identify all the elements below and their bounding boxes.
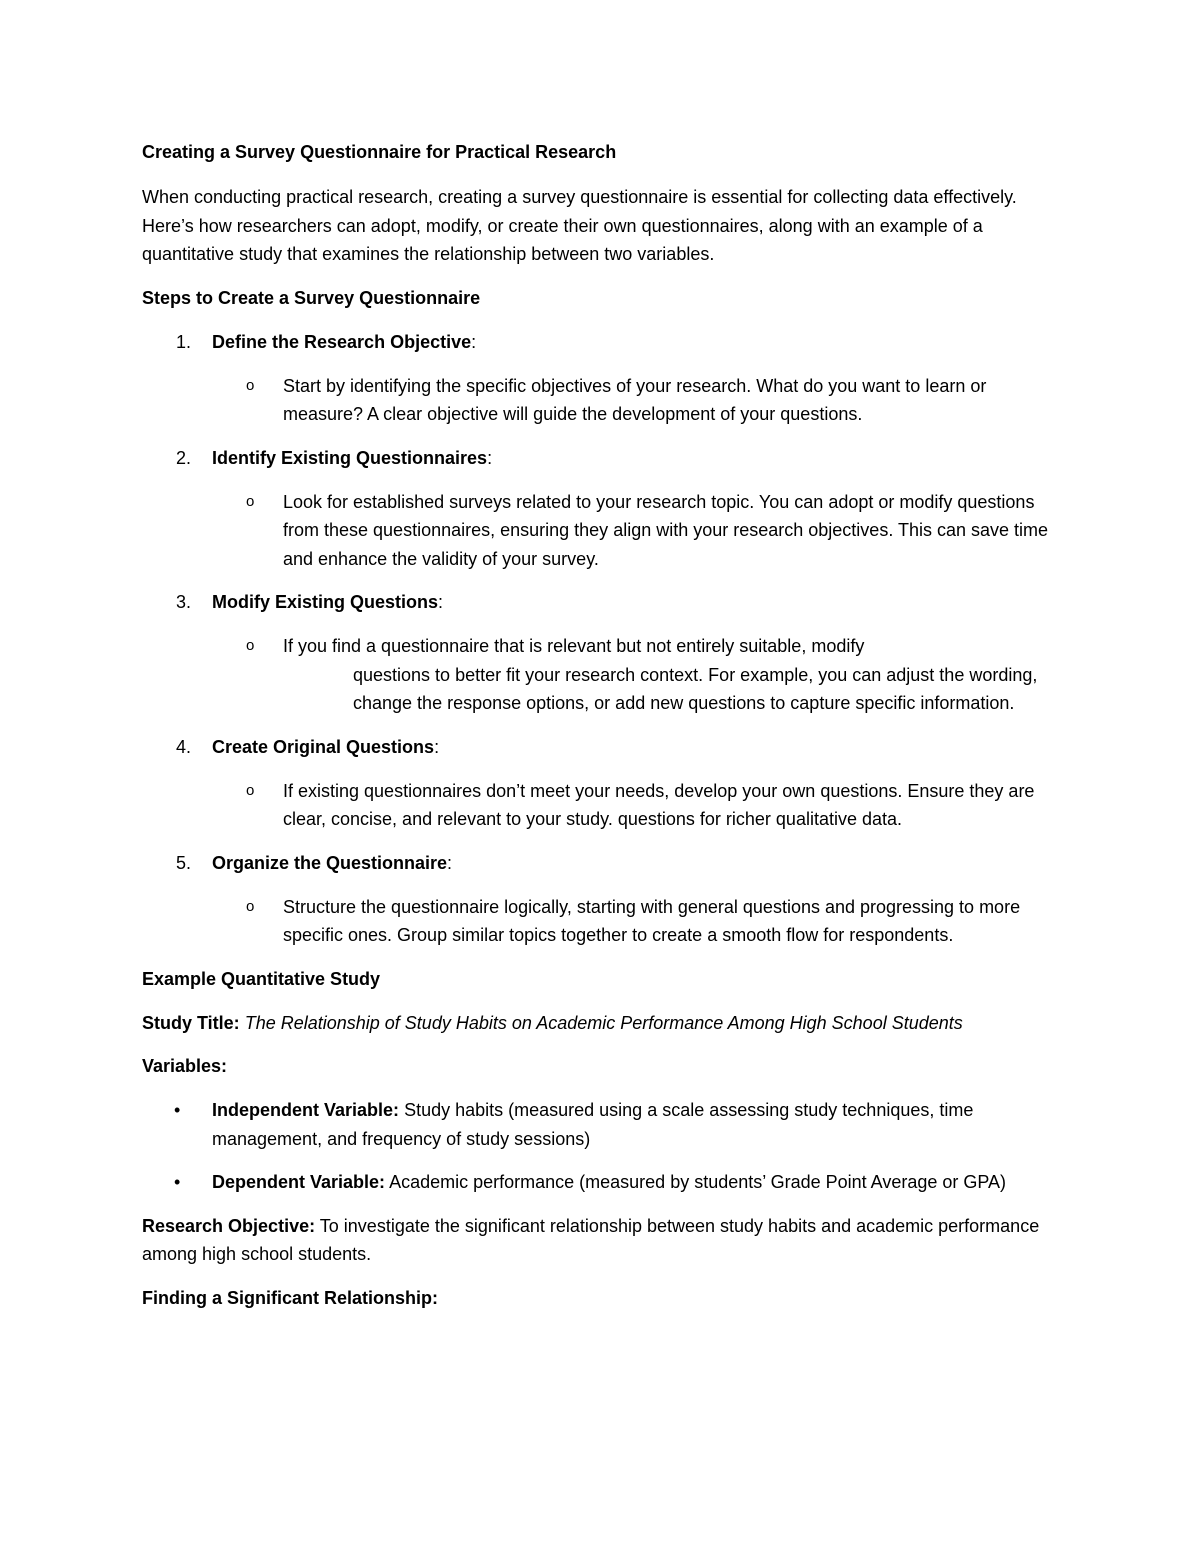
bullet-icon: • bbox=[174, 1100, 181, 1120]
step-number: 1. bbox=[176, 331, 192, 352]
step-header bbox=[142, 849, 1062, 878]
steps-heading: Steps to Create a Survey Questionnaire bbox=[142, 287, 481, 308]
intro-paragraph: When conducting practical research, creating a survey questionnaire is essential for collecting data effectively. Here’s how researchers can adopt, modify, or create their own questionnaires, along with an example of a quantitative study that examines the relationship between two variables. bbox=[142, 187, 1017, 264]
variable-item bbox=[142, 1168, 1062, 1197]
step-title: Define the Research Objective bbox=[212, 331, 472, 352]
step-detail-text-rest-inner: questions to better fit your research context. For example, you can adjust the wording, change the response options, or add new questions to capture specific information. bbox=[353, 664, 1038, 713]
step-title: Organize the Questionnaire bbox=[212, 852, 448, 873]
step-header bbox=[142, 588, 1062, 617]
step-number: 2. bbox=[176, 447, 192, 468]
study-title-label: Study Title: bbox=[142, 1012, 240, 1033]
finding-heading: Finding a Significant Relationship: bbox=[142, 1287, 438, 1308]
step-detail-text-first: If you find a questionnaire that is relevant but not entirely suitable, modify bbox=[283, 636, 865, 656]
step-colon: : bbox=[471, 331, 477, 352]
variable-text: Study habits (measured using a scale assessing study techniques, time management, and frequency of study sessions) bbox=[212, 1100, 974, 1149]
step-title: Modify Existing Questions bbox=[212, 592, 439, 612]
step-header bbox=[142, 733, 1062, 762]
step-colon: : bbox=[447, 852, 453, 873]
circle-bullet-icon: o bbox=[246, 781, 255, 799]
document-title: Creating a Survey Questionnaire for Practical Research bbox=[142, 142, 617, 162]
study-title-row bbox=[142, 1009, 1062, 1038]
variable-text: Academic performance (measured by students’ Grade Point Average or GPA) bbox=[389, 1172, 1007, 1192]
step-detail bbox=[142, 893, 1062, 950]
step-item bbox=[142, 588, 1062, 718]
variables-list bbox=[142, 1096, 1062, 1197]
step-header bbox=[142, 444, 1062, 473]
step-title: Create Original Questions bbox=[212, 736, 435, 757]
research-objective-text: To investigate the significant relationship between study habits and academic performance among high school students. bbox=[142, 1215, 1040, 1264]
step-detail-text: Start by identifying the specific objectives of your research. What do you want to learn or measure? A clear objective will guide the development of your questions. bbox=[283, 375, 987, 424]
step-detail-text: If existing questionnaires don’t meet your needs, develop your own questions. Ensure they are clear, concise, and relevant to your study. questions for richer qualitative data. bbox=[283, 780, 1035, 829]
step-detail-text: Structure the questionnaire logically, starting with general questions and progressing to more specific ones. Group similar topics together to create a smooth flow for respondents. bbox=[283, 896, 1021, 945]
step-title: Identify Existing Questionnaires bbox=[212, 447, 488, 468]
bullet-icon: • bbox=[174, 1172, 181, 1192]
step-item bbox=[142, 733, 1062, 834]
step-detail bbox=[142, 632, 1062, 718]
step-colon: : bbox=[487, 447, 493, 468]
document-body bbox=[142, 138, 1062, 1328]
step-colon: : bbox=[438, 592, 444, 612]
steps-list bbox=[142, 328, 1062, 950]
variables-label: Variables: bbox=[142, 1056, 228, 1076]
study-title-value: The Relationship of Study Habits on Academic Performance Among High School Students bbox=[244, 1012, 963, 1033]
circle-bullet-icon: o bbox=[246, 376, 255, 394]
step-item bbox=[142, 328, 1062, 429]
step-item bbox=[142, 444, 1062, 574]
step-detail-text: Look for established surveys related to your research topic. You can adopt or modify questions from these questionnaires, ensuring they align with your research objectives. This can save time and enhance the validity of your survey. bbox=[283, 491, 1049, 569]
step-number: 3. bbox=[176, 592, 192, 612]
variable-label: Independent Variable: bbox=[212, 1100, 400, 1120]
example-heading: Example Quantitative Study bbox=[142, 968, 381, 989]
circle-bullet-icon: o bbox=[246, 897, 255, 915]
step-number: 4. bbox=[176, 736, 192, 757]
step-colon: : bbox=[434, 736, 440, 757]
step-detail bbox=[142, 488, 1062, 574]
research-objective-row bbox=[142, 1212, 1062, 1269]
circle-bullet-icon: o bbox=[246, 492, 255, 510]
step-item bbox=[142, 849, 1062, 950]
circle-bullet-icon: o bbox=[246, 637, 255, 654]
step-detail-text-rest bbox=[283, 661, 1062, 718]
step-header bbox=[142, 328, 1062, 357]
step-detail bbox=[142, 777, 1062, 834]
variable-item bbox=[142, 1096, 1062, 1153]
variable-label: Dependent Variable: bbox=[212, 1172, 386, 1192]
step-number: 5. bbox=[176, 852, 192, 873]
research-objective-label: Research Objective: bbox=[142, 1215, 316, 1236]
step-detail bbox=[142, 372, 1062, 429]
